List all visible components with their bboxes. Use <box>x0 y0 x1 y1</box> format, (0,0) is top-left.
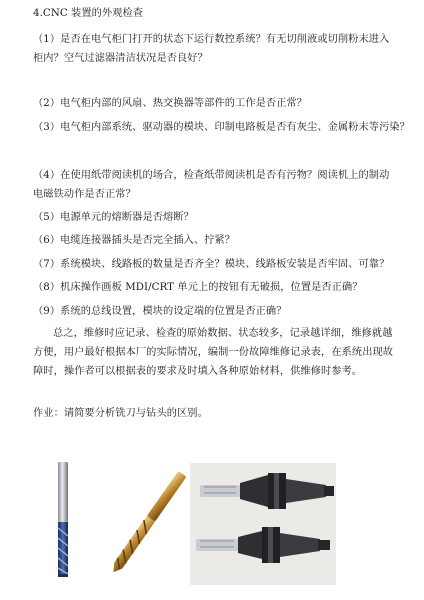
homework-text: 作业：请简要分析铣刀与钻头的区别。 <box>33 408 208 419</box>
item-4: （4）在使用纸带阅读机的场合，检查纸带阅读机是否有污物？阅读机上的制动电磁铁动作是否正常？ <box>33 170 390 200</box>
item-1: （1）是否在电气柜门打开的状态下运行数控系统？有无切削液或切削粉末进入柜内？空气过滤器清洁状况是否良好？ <box>33 34 390 64</box>
item-7: （7）系统模块、线路板的数量是否齐全？模块、线路板安装是否牢固、可靠？ <box>33 259 390 270</box>
summary-paragraph: 总之，维修时应记录、检查的原始数据、状态较多，记录越详细，维修就越方便，用户最好根据本厂的实际情况，编制一份故障维修记录表，在系统出现故障时，操作者可以根据表的要求及时填入各种原始材料，供维修时参考。 <box>33 328 394 377</box>
item-2: （2）电气柜内部的风扇、热交换器等部件的工作是否正常？ <box>33 98 308 109</box>
item-5: （5）电源单元的熔断器是否熔断？ <box>33 212 194 223</box>
item-6: （6）电缆连接器插头是否完全插入、拧紧？ <box>33 235 236 246</box>
item-9: （9）系统的总线设置，模块的设定端的位置是否正确？ <box>33 306 287 317</box>
item-3: （3）电气柜内部系统、驱动器的模块、印制电路板是否有灰尘、金属粉末等污染？ <box>33 122 410 133</box>
section-heading: 4.CNC 装置的外观检查 <box>33 8 144 19</box>
end-mill-photo <box>48 460 78 580</box>
item-8: （8）机床操作画板 MDI/CRT 单元上的按钮有无破损，位置是否正确？ <box>33 282 363 293</box>
tool-holders-photo <box>190 463 336 585</box>
drill-bit-photo <box>108 462 188 584</box>
